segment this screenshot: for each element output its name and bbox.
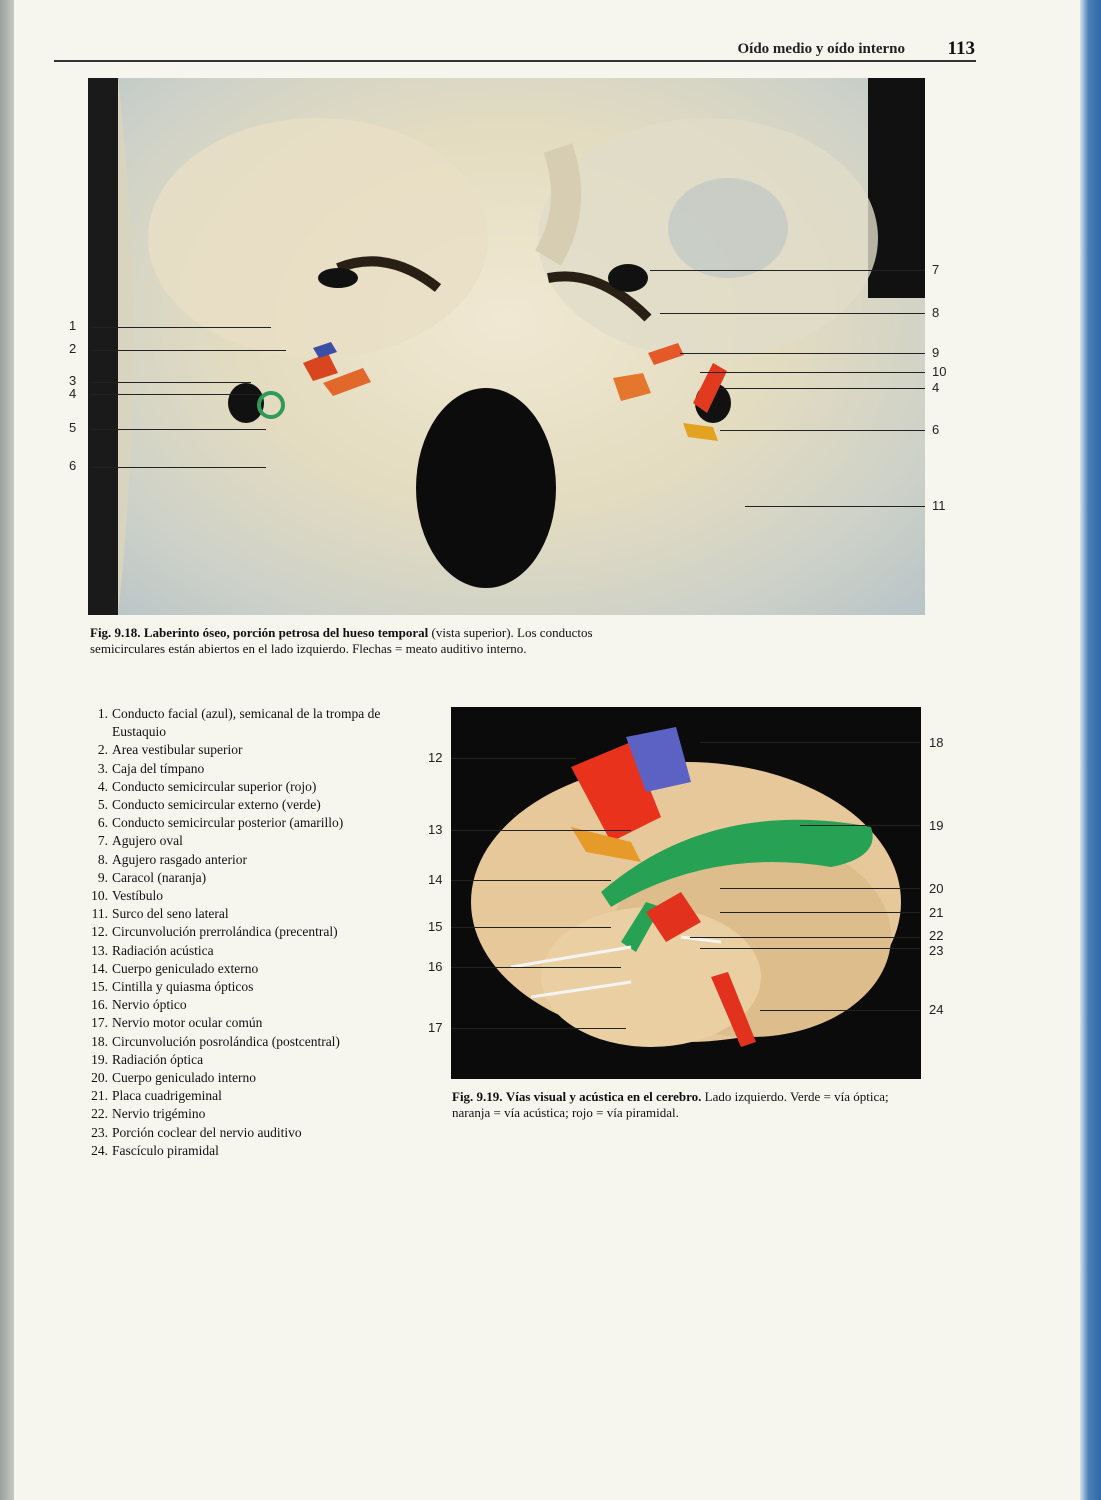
list-item: 23 . Porción coclear del nervio auditivo xyxy=(88,1124,418,1142)
figure-caption xyxy=(90,625,670,657)
figure-label: 21 xyxy=(929,905,944,920)
list-item: 20 . Cuerpo geniculado interno xyxy=(88,1069,418,1087)
figure-label: 9 xyxy=(932,345,940,360)
list-item: 21 . Placa cuadrigeminal xyxy=(88,1087,418,1105)
book-gutter xyxy=(0,0,14,1500)
list-item: 17 . Nervio motor ocular común xyxy=(88,1014,418,1032)
figure-label: 7 xyxy=(932,262,940,277)
figure-label: 6 xyxy=(932,422,940,437)
list-item: 24 . Fascículo piramidal xyxy=(88,1142,418,1160)
figure-label: 16 xyxy=(428,959,443,974)
leader-line xyxy=(91,467,266,468)
leader-line xyxy=(720,388,925,389)
list-item: 5 . Conducto semicircular externo (verde) xyxy=(88,796,418,814)
figure-label: 3 xyxy=(69,373,77,388)
leader-line xyxy=(451,880,611,881)
caption-title: Vías visual y acústica en el cerebro. xyxy=(505,1089,702,1104)
brain-photo xyxy=(451,707,921,1079)
page-header xyxy=(655,38,975,62)
leader-line xyxy=(720,912,920,913)
leader-line xyxy=(680,353,925,354)
leader-line xyxy=(760,1010,920,1011)
leader-line xyxy=(660,313,925,314)
legend-list xyxy=(88,705,418,1160)
figure-label: 14 xyxy=(428,872,443,887)
list-item: 8 . Agujero rasgado anterior xyxy=(88,851,418,869)
figure-label: 10 xyxy=(932,364,947,379)
list-item: 15 . Cintilla y quiasma ópticos xyxy=(88,978,418,996)
figure-label: 23 xyxy=(929,943,944,958)
list-item: 3 . Caja del tímpano xyxy=(88,760,418,778)
list-item: 10 . Vestíbulo xyxy=(88,887,418,905)
caption-title: Laberinto óseo, porción petrosa del hueso temporal xyxy=(143,625,429,640)
figure-label: 4 xyxy=(69,386,77,401)
leader-line xyxy=(91,382,251,383)
leader-line xyxy=(451,927,611,928)
list-item: 13 . Radiación acústica xyxy=(88,942,418,960)
page-number: 113 xyxy=(947,38,975,59)
list-item: 16 . Nervio óptico xyxy=(88,996,418,1014)
brain-illustration xyxy=(451,707,921,1079)
list-item: 7 . Agujero oval xyxy=(88,832,418,850)
list-item: 18 . Circunvolución posrolándica (postcentral) xyxy=(88,1033,418,1051)
caption-label: Fig. 9.19. xyxy=(452,1089,503,1104)
leader-line xyxy=(91,327,271,328)
figure-label: 1 xyxy=(69,318,77,333)
list-item: 12 . Circunvolución prerrolándica (precentral) xyxy=(88,923,418,941)
figure-label: 18 xyxy=(929,735,944,750)
list-item: 6 . Conducto semicircular posterior (amarillo) xyxy=(88,814,418,832)
leader-line xyxy=(700,742,920,743)
book-edge xyxy=(1080,0,1101,1500)
figure-label: 13 xyxy=(428,822,443,837)
caption-text: (vista superior). Los conductos semicirculares están abiertos en el lado izquierdo. Flechas = meato auditivo interno. xyxy=(90,625,593,656)
leader-line xyxy=(451,1028,626,1029)
list-item: 14 . Cuerpo geniculado externo xyxy=(88,960,418,978)
figure-label: 8 xyxy=(932,305,940,320)
leader-line xyxy=(451,758,576,759)
caption-text: Lado izquierdo. Verde = vía óptica; naranja = vía acústica; rojo = vía piramidal. xyxy=(452,1089,889,1120)
figure-label: 2 xyxy=(69,341,77,356)
list-item: 9 . Caracol (naranja) xyxy=(88,869,418,887)
figure-label: 22 xyxy=(929,928,944,943)
running-head: Oído medio y oído interno xyxy=(737,41,905,57)
figure-label: 20 xyxy=(929,881,944,896)
leader-line xyxy=(91,394,261,395)
figure-label: 24 xyxy=(929,1002,944,1017)
leader-line xyxy=(720,430,925,431)
list-item: 11 . Surco del seno lateral xyxy=(88,905,418,923)
leader-line xyxy=(91,429,266,430)
leader-line xyxy=(451,967,621,968)
figure-label: 15 xyxy=(428,919,443,934)
leader-line xyxy=(745,506,925,507)
leader-line xyxy=(690,937,920,938)
leader-line xyxy=(800,825,920,826)
header-rule xyxy=(54,60,976,62)
caption-label: Fig. 9.18. xyxy=(90,625,141,640)
figure-label: 19 xyxy=(929,818,944,833)
list-item: 1 . Conducto facial (azul), semicanal de la trompa de Eustaquio xyxy=(88,705,418,741)
list-item: 2 . Area vestibular superior xyxy=(88,741,418,759)
figure-label: 4 xyxy=(932,380,940,395)
figure-label: 5 xyxy=(69,420,77,435)
figure-label: 17 xyxy=(428,1020,443,1035)
figure-label: 12 xyxy=(428,750,443,765)
figure-label: 11 xyxy=(932,498,946,513)
skull-base-photo xyxy=(88,78,925,615)
leader-line xyxy=(650,270,925,271)
list-item: 4 . Conducto semicircular superior (rojo) xyxy=(88,778,418,796)
leader-line xyxy=(700,372,925,373)
figure-caption xyxy=(452,1089,892,1121)
leader-line xyxy=(720,888,920,889)
figure-label: 6 xyxy=(69,458,77,473)
list-item: 22 . Nervio trigémino xyxy=(88,1105,418,1123)
skull-base-illustration xyxy=(88,78,925,615)
list-item: 19 . Radiación óptica xyxy=(88,1051,418,1069)
leader-line xyxy=(91,350,286,351)
leader-line xyxy=(700,948,920,949)
leader-line xyxy=(451,830,631,831)
